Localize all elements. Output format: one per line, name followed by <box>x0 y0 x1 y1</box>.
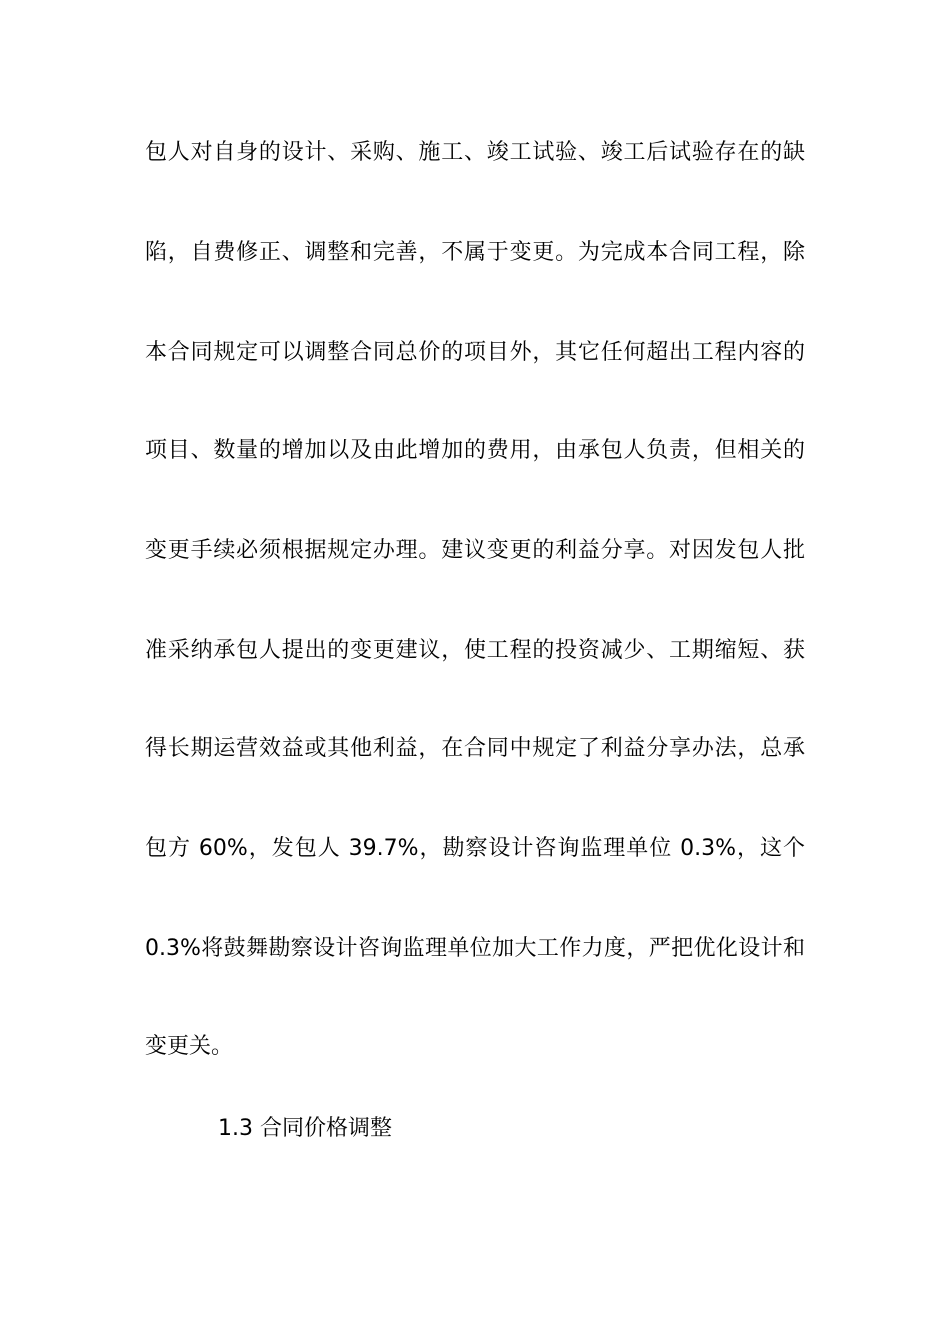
paragraph-line-8: 包方 60%，发包人 39.7%，勘察设计咨询监理单位 0.3%，这个 <box>145 836 805 861</box>
paragraph-line-9: 0.3%将鼓舞勘察设计咨询监理单位加大工作力度，严把优化设计和 <box>145 936 805 961</box>
paragraph-line-4: 项目、数量的增加以及由此增加的费用，由承包人负责，但相关的 <box>145 438 805 463</box>
paragraph-line-2: 陷，自费修正、调整和完善，不属于变更。为完成本合同工程，除 <box>145 240 805 265</box>
section-heading: 1.3 合同价格调整 <box>218 1116 392 1141</box>
paragraph-line-10: 变更关。 <box>145 1034 234 1059</box>
paragraph-line-7: 得长期运营效益或其他利益，在合同中规定了利益分享办法，总承 <box>145 736 805 761</box>
paragraph-line-1: 包人对自身的设计、采购、施工、竣工试验、竣工后试验存在的缺 <box>145 140 805 165</box>
paragraph-line-6: 准采纳承包人提出的变更建议，使工程的投资减少、工期缩短、获 <box>145 638 805 663</box>
paragraph-line-3: 本合同规定可以调整合同总价的项目外，其它任何超出工程内容的 <box>145 340 805 365</box>
paragraph-line-5: 变更手续必须根据规定办理。建议变更的利益分享。对因发包人批 <box>145 538 805 563</box>
